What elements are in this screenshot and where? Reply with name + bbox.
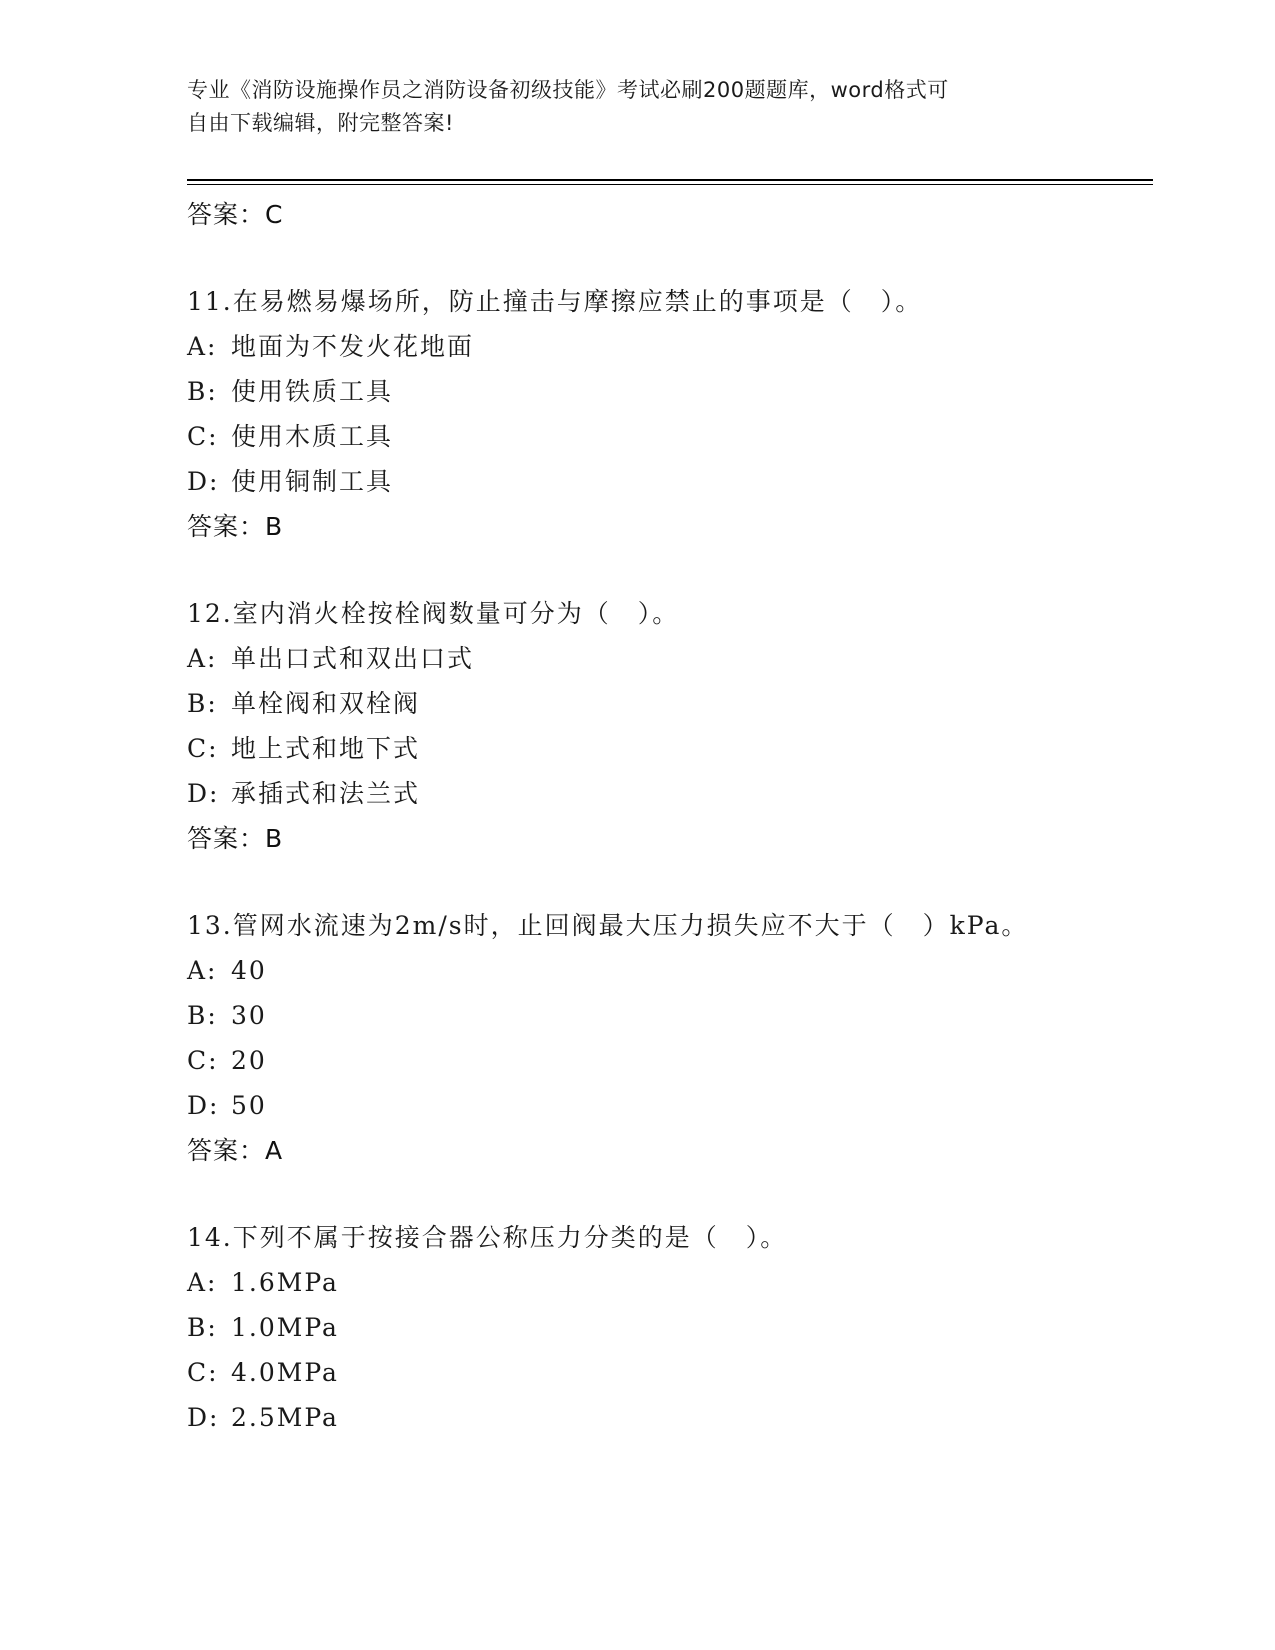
option-text: 使用木质工具 [231,422,394,451]
spacer [187,550,1153,591]
option-a [187,948,1153,993]
option-letter: A: [187,1268,218,1297]
option-d [187,1083,1153,1128]
question-stem: 13.管网水流速为2m/s时，止回阀最大压力损失应不大于（ ）kPa。 [187,911,1029,940]
option-text: 20 [231,1046,267,1075]
option-text: 使用铜制工具 [231,467,394,496]
spacer [187,238,1153,279]
document-header [187,74,1067,140]
option-a [187,324,1153,369]
question-stem: 11.在易燃易爆场所，防止撞击与摩擦应禁止的事项是（ ）。 [187,287,923,316]
option-a [187,636,1153,681]
option-letter: B: [187,689,218,718]
option-c [187,414,1153,459]
option-text: 30 [231,1001,267,1030]
option-text: 单栓阀和双栓阀 [231,689,421,718]
option-c [187,1350,1153,1395]
option-b [187,993,1153,1038]
option-text: 承插式和法兰式 [231,779,421,808]
previous-answer: 答案：C [187,200,284,229]
option-text: 1.0MPa [231,1313,339,1342]
header-line-1: 专业《消防设施操作员之消防设备初级技能》考试必刷200题题库，word格式可 [187,78,949,102]
option-text: 单出口式和双出口式 [231,644,475,673]
answer: 答案：A [187,1136,284,1165]
option-text: 2.5MPa [231,1403,339,1432]
question-11 [187,279,1153,550]
option-c [187,726,1153,771]
option-letter: B: [187,1313,218,1342]
header-rule-thin [187,184,1153,185]
question-13 [187,903,1153,1174]
option-letter: B: [187,377,218,406]
question-stem: 12.室内消火栓按栓阀数量可分为（ ）。 [187,599,680,628]
option-b [187,681,1153,726]
header-line-2: 自由下载编辑，附完整答案! [187,111,454,135]
option-letter: A: [187,332,218,361]
option-d [187,1395,1153,1440]
option-letter: B: [187,1001,218,1030]
option-d [187,459,1153,504]
option-letter: D: [187,1403,220,1432]
option-b [187,369,1153,414]
option-letter: A: [187,956,218,985]
option-d [187,771,1153,816]
answer: 答案：B [187,512,284,541]
spacer [187,862,1153,903]
option-letter: D: [187,779,220,808]
option-text: 4.0MPa [231,1358,339,1387]
question-stem: 14.下列不属于按接合器公称压力分类的是（ ）。 [187,1223,788,1252]
option-b [187,1305,1153,1350]
option-a [187,1260,1153,1305]
option-letter: C: [187,1046,219,1075]
header-rule-thick [187,179,1153,181]
option-text: 40 [231,956,267,985]
option-letter: D: [187,1091,220,1120]
option-text: 使用铁质工具 [231,377,394,406]
option-text: 地上式和地下式 [231,734,421,763]
option-letter: C: [187,734,219,763]
option-text: 50 [231,1091,267,1120]
spacer [187,1174,1153,1215]
option-letter: D: [187,467,220,496]
option-letter: A: [187,644,218,673]
option-text: 1.6MPa [231,1268,339,1297]
question-12 [187,591,1153,862]
option-letter: C: [187,422,219,451]
option-text: 地面为不发火花地面 [231,332,475,361]
question-14 [187,1215,1153,1440]
option-letter: C: [187,1358,219,1387]
answer: 答案：B [187,824,284,853]
option-c [187,1038,1153,1083]
question-list [187,192,1153,1440]
